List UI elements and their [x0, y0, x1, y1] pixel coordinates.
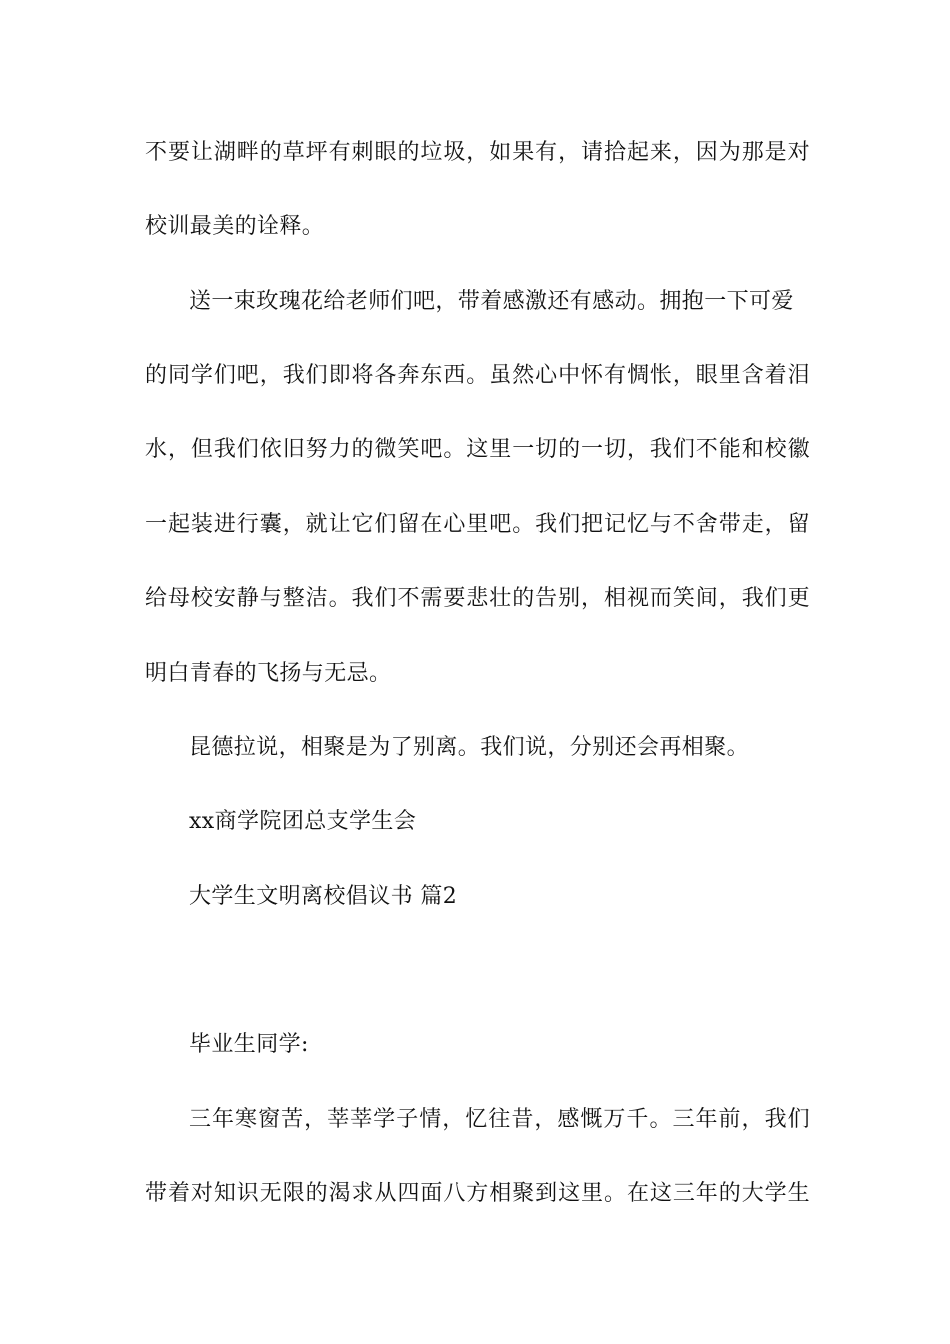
signature-line: xx商学院团总支学生会	[189, 809, 417, 834]
paragraph-line: 三年寒窗苦，莘莘学子情，忆往昔，感慨万千。三年前，我们	[189, 1107, 810, 1132]
section-heading: 大学生文明离校倡议书 篇2	[189, 884, 458, 909]
paragraph-line: 一起装进行囊，就让它们留在心里吧。我们把记忆与不舍带走，留	[145, 512, 810, 537]
paragraph-line: 给母校安静与整洁。我们不需要悲壮的告别，相视而笑间，我们更	[145, 586, 810, 611]
paragraph-line: 带着对知识无限的渴求从四面八方相聚到这里。在这三年的大学生	[145, 1181, 810, 1206]
paragraph-line: 水，但我们依旧努力的微笑吧。这里一切的一切，我们不能和校徽	[145, 437, 810, 462]
paragraph-line: 明白青春的飞扬与无忌。	[145, 661, 392, 686]
paragraph-line: 送一束玫瑰花给老师们吧，带着感激还有感动。拥抱一下可爱	[189, 289, 794, 314]
paragraph-line: 不要让湖畔的草坪有刺眼的垃圾，如果有，请拾起来，因为那是对	[145, 140, 810, 165]
paragraph-line: 昆德拉说，相聚是为了别离。我们说，分别还会再相聚。	[189, 735, 750, 760]
paragraph-line: 的同学们吧，我们即将各奔东西。虽然心中怀有惆怅，眼里含着泪	[145, 363, 810, 388]
salutation: 毕业生同学:	[189, 1032, 309, 1057]
paragraph-line: 校训最美的诠释。	[145, 214, 325, 239]
